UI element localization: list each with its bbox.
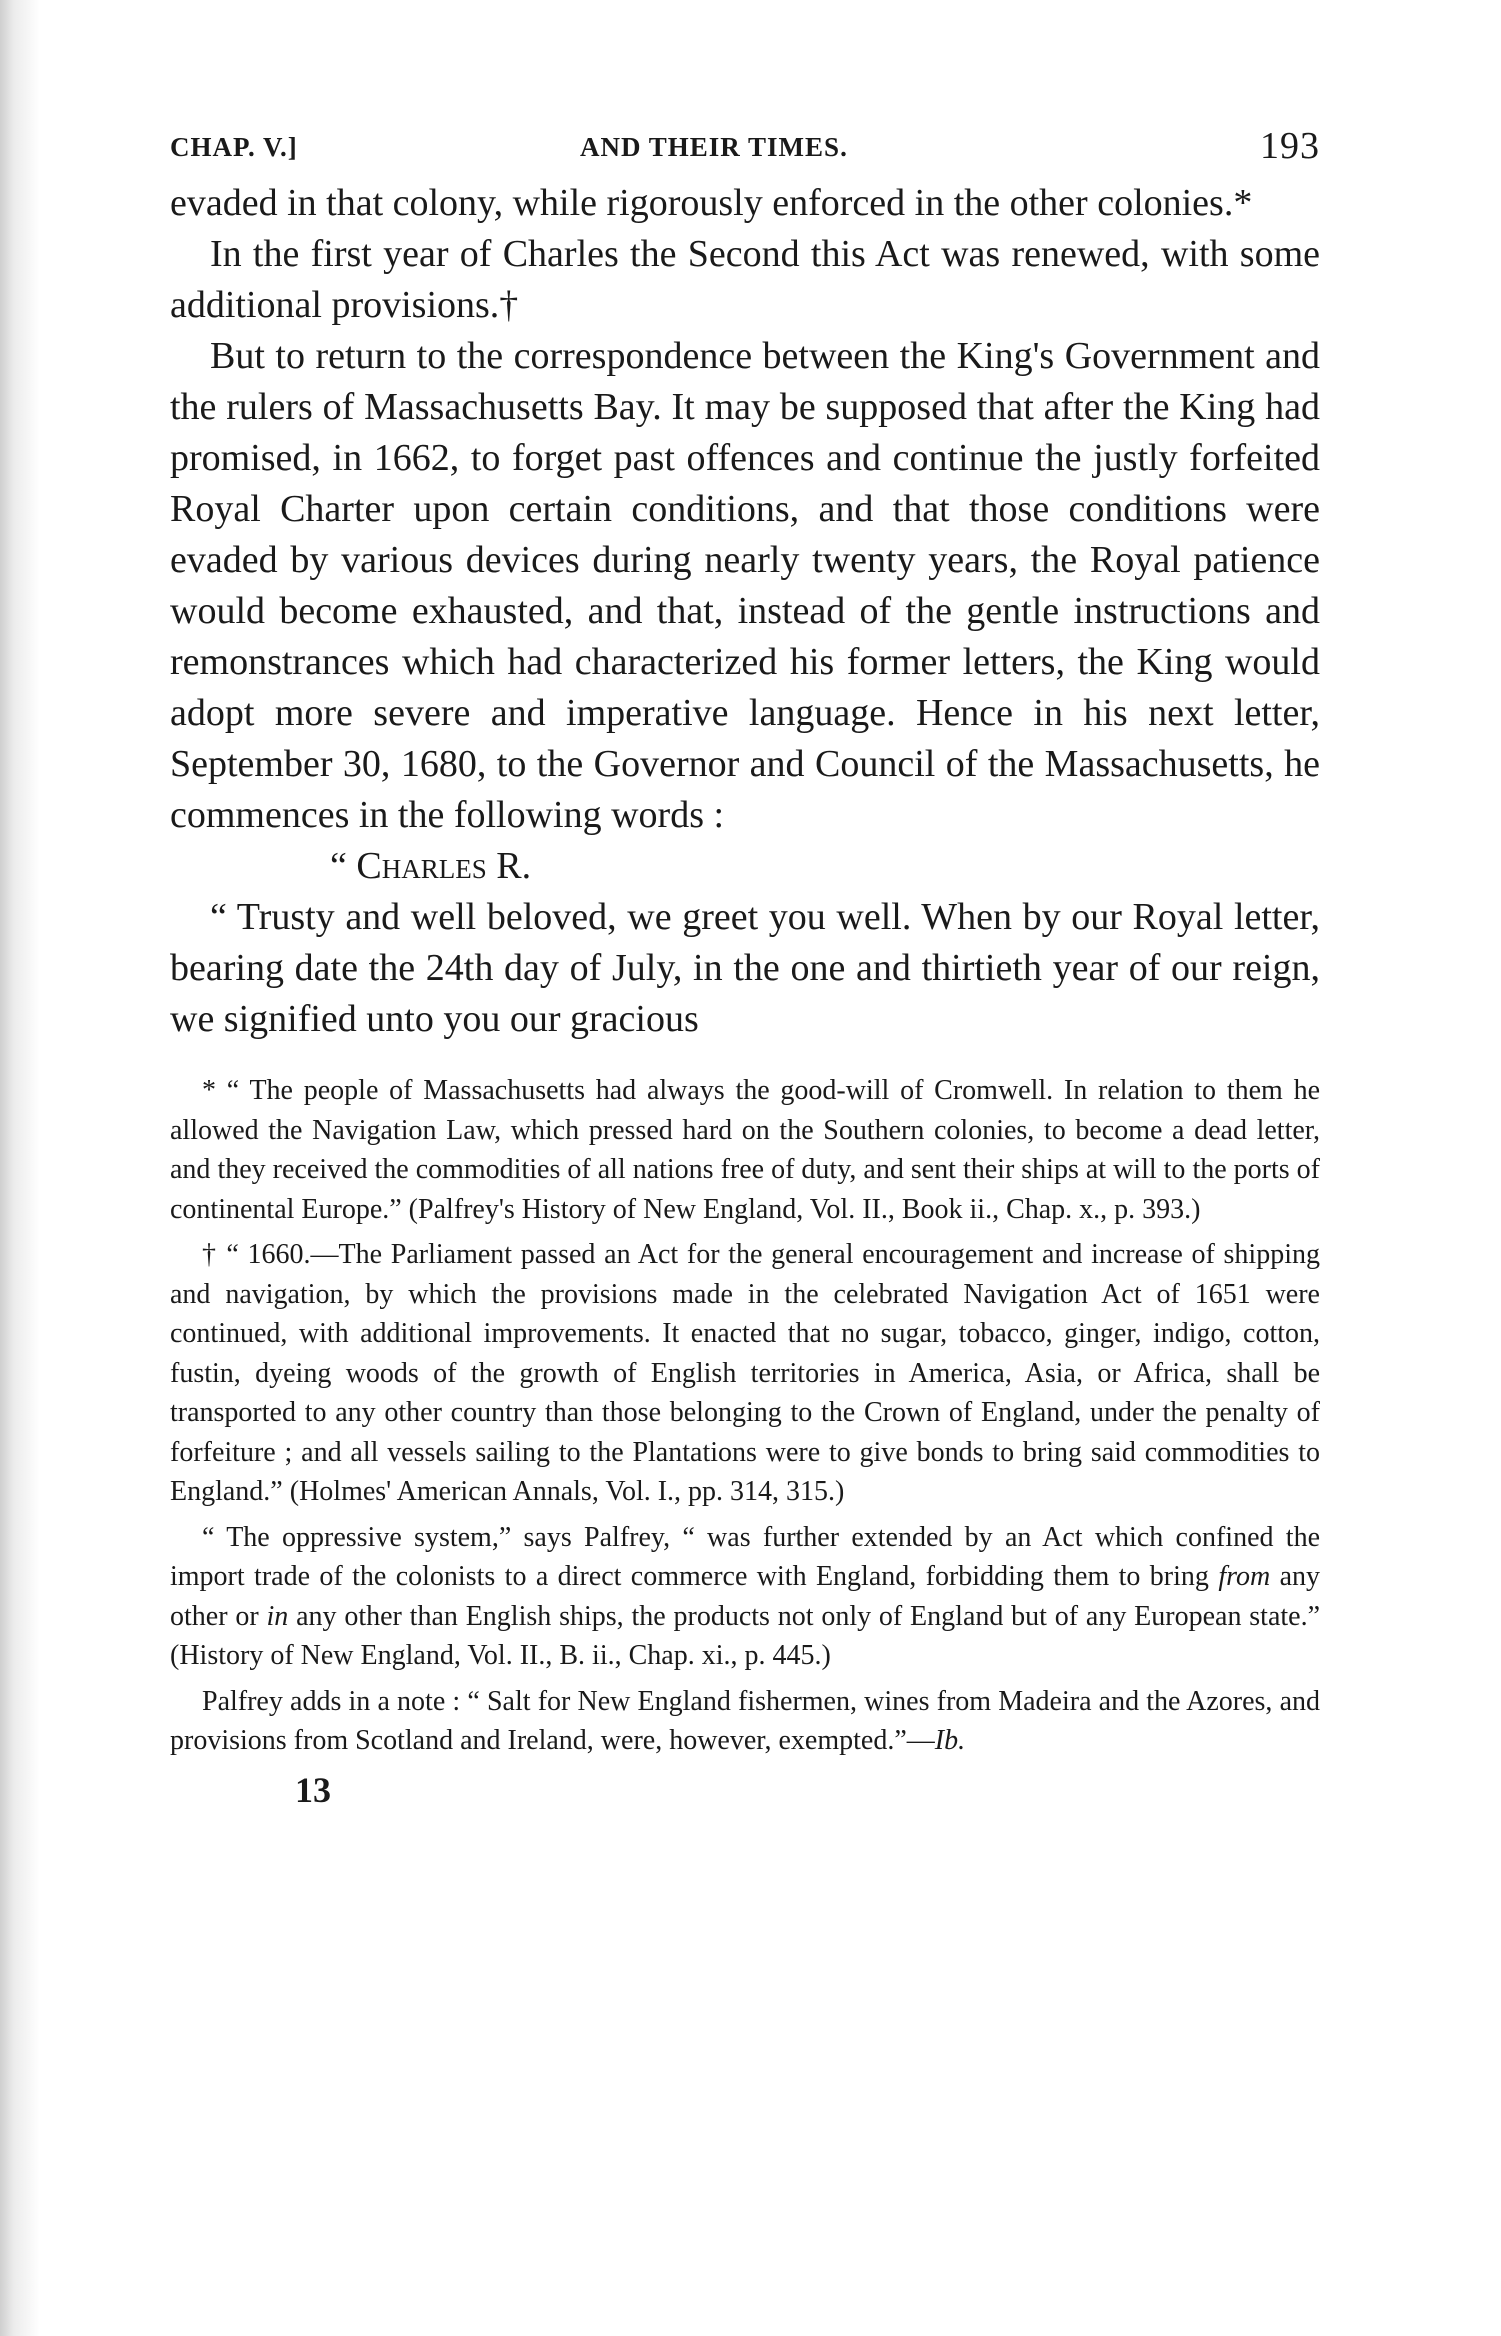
signature-mark: 13: [295, 1769, 331, 1810]
footnote-palfrey-quote: [170, 1518, 1320, 1676]
chapter-label: CHAP. V.]: [170, 132, 298, 162]
footnote-text: any other than English ships, the products not only of England but of any European state.” (History of New England, Vol. II., B. ii., Chap. xi., p. 445.): [170, 1600, 1321, 1671]
book-page: [170, 118, 1320, 1811]
paragraph-act-renewed: In the first year of Charles the Second this Act was renewed, with some additional provisions.†: [170, 233, 1320, 326]
footnote-dagger: † “ 1660.—The Parliament passed an Act for the general encouragement and increase of shipping and navigation, by which the provisions made in the celebrated Navigation Act of 1651 were continued, with additional improvements. It enacted that no sugar, tobacco, ginger, indigo, cotton, fustin, dyeing woods of the growth of English territories in America, Asia, or Africa, shall be transported to any other country than those belonging to the Crown of England, under the penalty of forfeiture ; and all vessels sailing to the Plantations were to give bonds to bring said commodities to England.” (Holmes' American Annals, Vol. I., pp. 314, 315.): [170, 1239, 1320, 1507]
paragraph-letter-quote: “ Trusty and well beloved, we greet you well. When by our Royal letter, bearing date the 24th day of July, in the one and thirtieth year of our reign, we signified unto you our gracious: [170, 896, 1320, 1040]
footnote-text: Palfrey adds in a note : “ Salt for New England fishermen, wines from Madeira and the Azores, and provisions from Scotland and Ireland, were, however, exempted.”—: [170, 1685, 1320, 1756]
italic-word: Ib.: [934, 1725, 966, 1756]
page-number: 193: [1260, 125, 1320, 167]
page-edge-shadow: [0, 0, 40, 2336]
paragraph-continuation: evaded in that colony, while rigorously enforced in the other colonies.*: [170, 182, 1253, 224]
running-header: [170, 118, 1320, 178]
footnote-text: any other or: [170, 1561, 1320, 1632]
paragraph-correspondence: But to return to the correspondence between the King's Government and the rulers of Massachusetts Bay. It may be supposed that after the King had promised, in 1662, to forget past offences and continue the justly forfeited Royal Charter upon certain conditions, and that those conditions were evaded by various devices during nearly twenty years, the Royal patience would become exhausted, and that, instead of the gentle instructions and remonstrances which had characterized his former letters, the King would adopt more severe and imperative language. Hence in his next letter, September 30, 1680, to the Governor and Council of the Massachusetts, he commences in the following words :: [170, 335, 1320, 836]
footnote-star: * “ The people of Massachusetts had always the good-will of Cromwell. In relation to them he allowed the Navigation Law, which pressed hard on the Southern colonies, to become a dead letter, and they received the commodities of all nations free of duty, and sent their ships at will to the ports of continental Europe.” (Palfrey's History of New England, Vol. II., Book ii., Chap. x., p. 393.): [170, 1075, 1320, 1225]
footnote-text: “ The oppressive system,” says Palfrey, “ was further extended by an Act which confined the import trade of the colonists to a direct commerce with England, forbidding them to bring: [170, 1521, 1320, 1592]
running-title: AND THEIR TIMES.: [580, 132, 848, 162]
main-text: [170, 178, 1320, 1045]
italic-word: from: [1218, 1561, 1271, 1592]
footnote-palfrey-note: [170, 1682, 1320, 1761]
italic-word: in: [266, 1600, 289, 1632]
letter-salutation: “ Charles R.: [330, 845, 532, 887]
footnotes: [170, 1071, 1320, 1761]
